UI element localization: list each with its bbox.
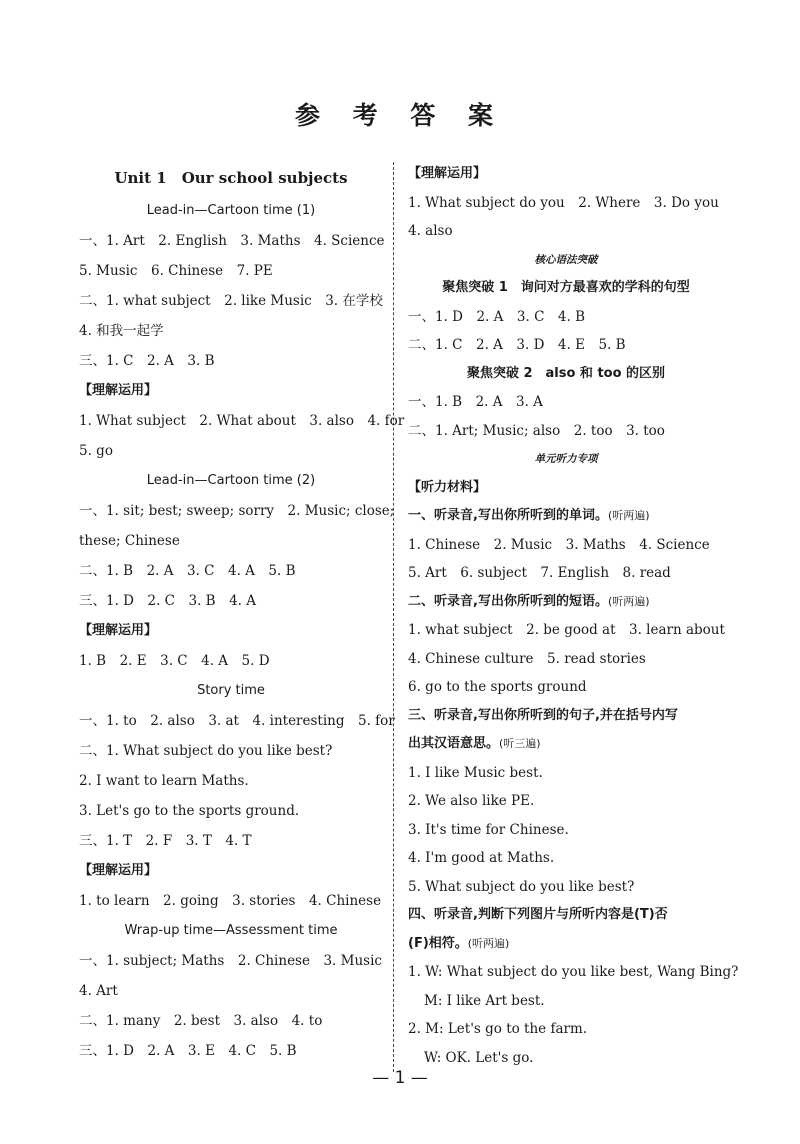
answer-line: 二、1. C 2. A 3. D 4. E 5. B (408, 337, 626, 353)
bracket-heading: 【听力材料】 (408, 479, 487, 495)
answer-line: 二、1. what subject 2. like Music 3. 在学校 (79, 293, 383, 309)
answer-line: 4. I'm good at Maths. (408, 850, 555, 866)
section-heading: Lead-in—Cartoon time (1) (146, 203, 316, 218)
answer-line: 2. We also like PE. (408, 793, 535, 809)
answer-line: 一、1. sit; best; sweep; sorry 2. Music; close; (79, 503, 395, 519)
answer-line: 5. go (79, 443, 113, 459)
answer-line: 一、1. B 2. A 3. A (408, 394, 543, 410)
answer-line: 二、1. What subject do you like best? (79, 743, 333, 759)
answer-line: 三、1. C 2. A 3. B (79, 353, 215, 369)
answer-line: M: I like Art best. (424, 992, 545, 1009)
answer-line: 6. go to the sports ground (408, 679, 587, 695)
bracket-heading: 【理解运用】 (408, 166, 487, 181)
answer-line: 4. Chinese culture 5. read stories (408, 650, 646, 667)
answer-line: 一、1. Art 2. English 3. Maths 4. Science (79, 233, 385, 249)
answer-line: 1. What subject 2. What about 3. also 4. for (79, 413, 405, 429)
bracket-heading: 【理解运用】 (79, 623, 158, 638)
answer-line: 一、1. to 2. also 3. at 4. interesting 5. for (79, 713, 395, 729)
section-heading-small: 核心语法突破 (534, 253, 598, 266)
answer-line: 2. M: Let's go to the farm. (408, 1021, 588, 1037)
answer-line: 3. It's time for Chinese. (408, 821, 569, 838)
answer-line: 二、1. B 2. A 3. C 4. A 5. B (79, 563, 296, 579)
answer-line: 5. Music 6. Chinese 7. PE (79, 263, 273, 279)
listen-times-note: (听两遍) (607, 509, 650, 522)
question-heading (408, 901, 724, 930)
answer-line: 1. what subject 2. be good at 3. learn about (408, 622, 725, 638)
answer-line: 一、1. subject; Maths 2. Chinese 3. Music (79, 953, 382, 969)
page-number: — 1 — (372, 1068, 428, 1088)
answer-line: 三、1. T 2. F 3. T 4. T (79, 833, 252, 849)
answer-line: 5. What subject do you like best? (408, 878, 635, 895)
bracket-heading: 【理解运用】 (79, 383, 158, 398)
question-heading (408, 702, 724, 731)
answer-line: 2. I want to learn Maths. (79, 773, 249, 789)
answer-line: 二、1. Art; Music; also 2. too 3. too (408, 422, 665, 439)
answer-line: 三、1. D 2. C 3. B 4. A (79, 593, 257, 609)
answer-line: 5. Art 6. subject 7. English 8. read (408, 565, 671, 581)
question-heading (408, 502, 724, 531)
unit-title: Unit 1 Our school subjects (114, 169, 348, 187)
answer-line: 3. Let's go to the sports ground. (79, 803, 300, 819)
left-answer-lines (79, 196, 405, 1066)
answer-line: 1. B 2. E 3. C 4. A 5. D (79, 653, 270, 669)
question-heading (408, 588, 724, 617)
answer-line: 1. to learn 2. going 3. stories 4. Chinese (79, 893, 382, 909)
page-title: 参 考 答 案 (294, 101, 506, 130)
section-heading: Wrap-up time—Assessment time (124, 923, 338, 938)
answer-line: 1. Chinese 2. Music 3. Maths 4. Science (408, 536, 710, 553)
answer-line: 1. W: What subject do you like best, Wang Bing? (408, 964, 739, 980)
section-heading: Lead-in—Cartoon time (2) (146, 473, 316, 488)
answer-line: 三、1. D 2. A 3. E 4. C 5. B (79, 1043, 297, 1059)
answer-line: W: OK. Let's go. (424, 1049, 534, 1066)
bracket-heading: 【理解运用】 (79, 863, 158, 878)
question-heading (408, 730, 724, 759)
listen-times-note: (听两遍) (607, 594, 650, 608)
question-heading (408, 930, 724, 959)
column-divider (393, 162, 394, 1072)
answer-line: 1. What subject do you 2. Where 3. Do you (408, 194, 719, 211)
question-heading-text: 二、听录音,写出你所听到的短语。 (408, 593, 608, 609)
question-heading-text: (F)相符。 (408, 935, 468, 951)
listen-times-note: (听两遍) (467, 936, 510, 950)
answer-line: 一、1. D 2. A 3. C 4. B (408, 308, 586, 325)
answer-line: 4. also (408, 223, 453, 239)
question-heading-text: 四、听录音,判断下列图片与所听内容是(T)否 (408, 907, 668, 922)
left-column (79, 160, 405, 1066)
section-heading-small: 单元听力专项 (534, 453, 598, 465)
answer-line: 4. 和我一起学 (79, 323, 164, 339)
listen-times-note: (听三遍) (499, 737, 541, 750)
question-heading-text: 出其汉语意思。 (408, 736, 500, 751)
question-heading-text: 一、听录音,写出你所听到的单词。 (408, 508, 608, 523)
focus-heading: 聚焦突破 1 询问对方最喜欢的学科的句型 (442, 280, 690, 295)
answer-line: 1. I like Music best. (408, 764, 543, 781)
answer-line: 二、1. many 2. best 3. also 4. to (79, 1013, 323, 1029)
answer-line: these; Chinese (79, 533, 180, 549)
section-heading: Story time (197, 683, 265, 698)
question-heading-text: 三、听录音,写出你所听到的句子,并在括号内写 (408, 707, 678, 723)
focus-heading: 聚焦突破 2 also 和 too 的区别 (466, 365, 666, 381)
answer-line: 4. Art (79, 983, 118, 999)
right-column (408, 160, 739, 1072)
right-answer-lines (408, 160, 739, 1072)
